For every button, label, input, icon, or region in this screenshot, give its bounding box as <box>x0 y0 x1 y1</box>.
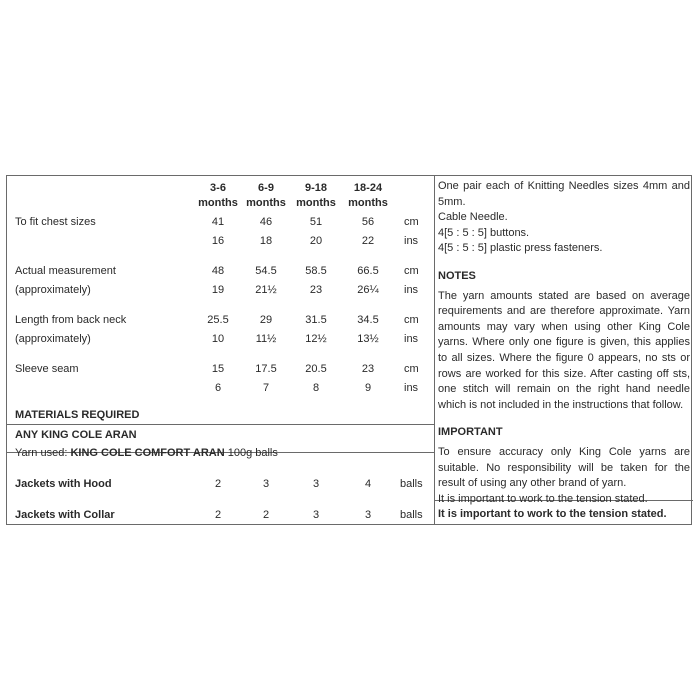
yarn-row-label: Jackets with Collar <box>15 509 115 521</box>
unit-cm: cm <box>404 314 419 326</box>
measurement-label: Sleeve seam <box>15 363 79 375</box>
value-cm: 23 <box>361 363 375 375</box>
size-unit-header: months <box>246 197 286 209</box>
fasteners-text: 4[5 : 5 : 5] plastic press fasteners. <box>438 242 603 255</box>
balls-quantity: 3 <box>364 509 372 521</box>
size-unit-header: months <box>296 197 336 209</box>
yarn-used-prefix: Yarn used: <box>15 447 68 459</box>
balls-quantity: 4 <box>364 478 372 490</box>
unit-balls: balls <box>400 509 423 521</box>
value-ins: 16 <box>211 235 225 247</box>
value-ins: 9 <box>364 382 372 394</box>
yarn-used-line <box>15 446 278 460</box>
value-ins: 7 <box>262 382 270 394</box>
unit-balls: balls <box>400 478 423 490</box>
column-divider <box>434 176 435 524</box>
value-ins: 8 <box>312 382 320 394</box>
value-cm: 17.5 <box>255 363 277 375</box>
size-unit-header: months <box>198 197 238 209</box>
balls-quantity: 2 <box>214 509 222 521</box>
tension-warning: It is important to work to the tension stated. <box>438 508 667 520</box>
value-cm: 46 <box>259 216 273 228</box>
value-ins: 10 <box>211 333 225 345</box>
notes-heading: NOTES <box>438 269 476 282</box>
balls-quantity: 3 <box>312 478 320 490</box>
unit-cm: cm <box>404 216 419 228</box>
value-ins: 22 <box>361 235 375 247</box>
value-cm: 66.5 <box>357 265 379 277</box>
row-divider <box>7 424 434 425</box>
cable-needle-text: Cable Needle. <box>438 211 508 224</box>
measurement-label: To fit chest sizes <box>15 216 96 228</box>
unit-ins: ins <box>404 235 419 247</box>
value-cm: 48 <box>211 265 225 277</box>
value-ins: 12½ <box>305 333 327 345</box>
value-cm: 51 <box>309 216 323 228</box>
tension-note: It is important to work to the tension stated. <box>438 492 648 505</box>
value-cm: 29 <box>259 314 273 326</box>
value-ins: 11½ <box>255 333 277 345</box>
yarn-used-name: KING COLE COMFORT ARAN <box>70 447 225 459</box>
unit-cm: cm <box>404 363 419 375</box>
value-cm: 58.5 <box>305 265 327 277</box>
measurement-sublabel: (approximately) <box>15 333 91 345</box>
value-cm: 54.5 <box>255 265 277 277</box>
value-ins: 26¼ <box>357 284 379 296</box>
measurement-sublabel: (approximately) <box>15 284 91 296</box>
value-ins: 21½ <box>255 284 277 296</box>
yarn-brand: ANY KING COLE ARAN <box>15 429 137 441</box>
unit-cm: cm <box>404 265 419 277</box>
notes-text: The yarn amounts stated are based on average requirements and are therefore approximate. Yarn amounts may vary when using other King Cole yarns. Where only one figure is given, this applies to all sizes. Where the figure 0 appears, no sts or rows are worked for this size. After casting off sts, one stitch will remain on the right hand needle which is not included in the instructions that follow. <box>438 289 690 411</box>
unit-ins: ins <box>404 382 419 394</box>
size-range-header: 9-18 <box>304 182 328 194</box>
size-range-header: 3-6 <box>210 182 226 194</box>
supplies-notes <box>438 179 690 507</box>
unit-ins: ins <box>404 333 419 345</box>
balls-quantity: 2 <box>262 509 270 521</box>
size-unit-header: months <box>348 197 388 209</box>
size-range-header: 18-24 <box>353 182 383 194</box>
value-ins: 23 <box>309 284 323 296</box>
needles-text: One pair each of Knitting Needles sizes 4mm and 5mm. <box>438 180 690 208</box>
pattern-info-table <box>6 175 692 525</box>
measurement-label: Actual measurement <box>15 265 116 277</box>
materials-heading: MATERIALS REQUIRED <box>15 409 140 421</box>
important-heading: IMPORTANT <box>438 426 503 439</box>
balls-quantity: 3 <box>312 509 320 521</box>
value-ins: 18 <box>259 235 273 247</box>
value-cm: 34.5 <box>357 314 379 326</box>
measurement-label: Length from back neck <box>15 314 127 326</box>
important-text: To ensure accuracy only King Cole yarns are suitable. No responsibility will be taken for the result of using any other brand of yarn. <box>438 445 690 490</box>
value-cm: 31.5 <box>305 314 327 326</box>
value-ins: 20 <box>309 235 323 247</box>
yarn-row-label: Jackets with Hood <box>15 478 112 490</box>
value-ins: 6 <box>214 382 222 394</box>
value-cm: 41 <box>211 216 225 228</box>
buttons-text: 4[5 : 5 : 5] buttons. <box>438 226 530 239</box>
value-cm: 20.5 <box>305 363 327 375</box>
value-cm: 56 <box>361 216 375 228</box>
value-cm: 25.5 <box>207 314 229 326</box>
size-range-header: 6-9 <box>258 182 274 194</box>
value-ins: 13½ <box>357 333 379 345</box>
unit-ins: ins <box>404 284 419 296</box>
yarn-used-suffix: 100g balls <box>227 447 278 459</box>
value-ins: 19 <box>211 284 225 296</box>
balls-quantity: 3 <box>262 478 270 490</box>
value-cm: 15 <box>211 363 225 375</box>
balls-quantity: 2 <box>214 478 222 490</box>
